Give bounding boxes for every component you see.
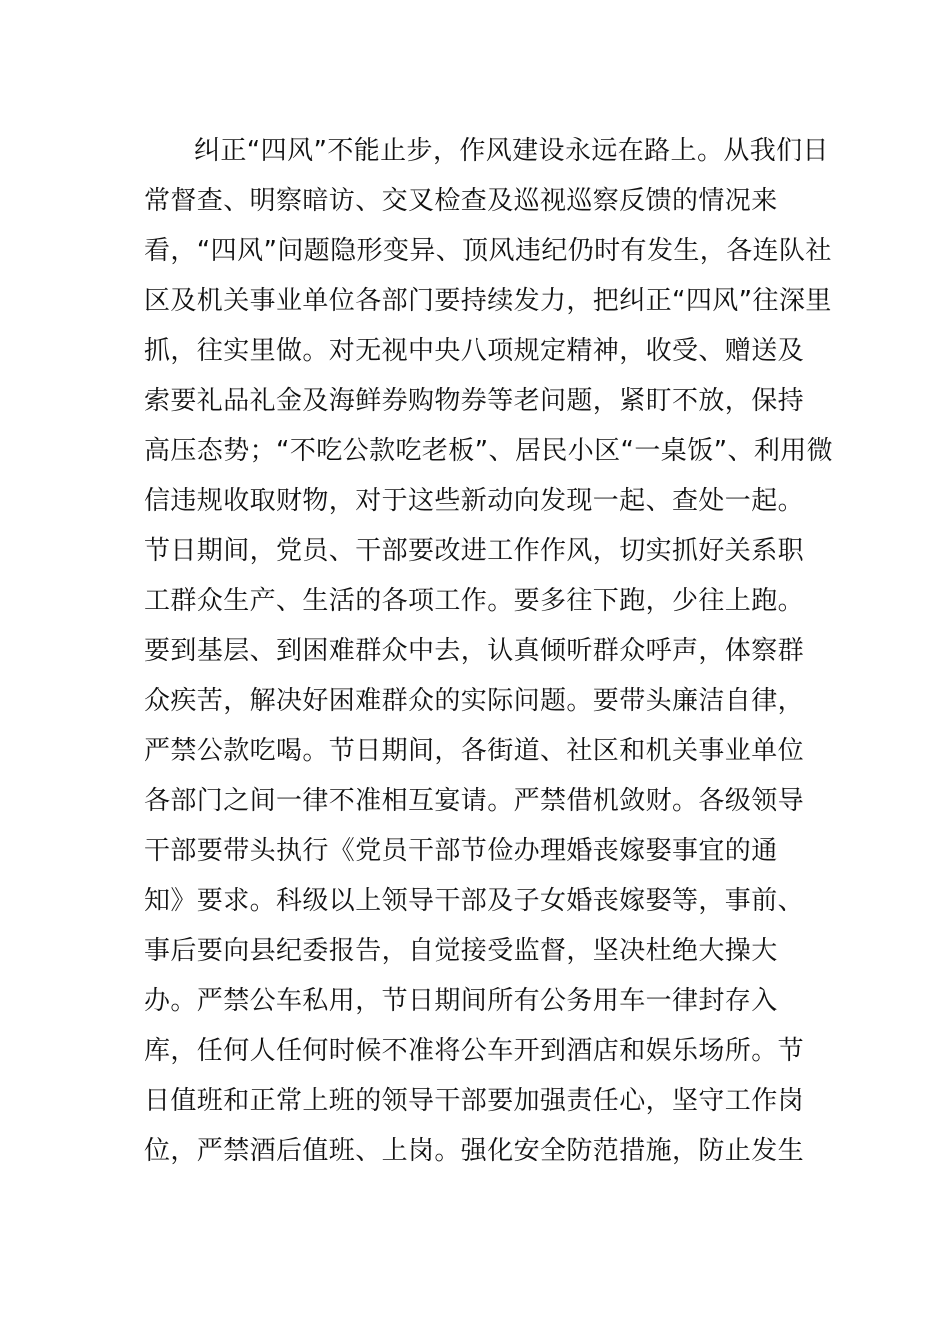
paragraph-line-16: 知》要求。科级以上领导干部及子女婚丧嫁娶等，事前、	[144, 886, 805, 916]
paragraph-line-7: 高压态势；“不吃公款吃老板”、居民小区“一桌饭”、利用微	[144, 436, 834, 466]
paragraph-line-19: 库，任何人任何时候不准将公车开到酒店和娱乐场所。节	[144, 1036, 805, 1066]
paragraph-line-8: 信违规收取财物，对于这些新动向发现一起、查处一起。	[144, 486, 805, 516]
paragraph-line-15: 干部要带头执行《党员干部节俭办理婚丧嫁娶事宜的通	[144, 836, 778, 866]
paragraph-line-14: 各部门之间一律不准相互宴请。严禁借机敛财。各级领导	[144, 786, 805, 816]
paragraph-line-2: 常督查、明察暗访、交叉检查及巡视巡察反馈的情况来	[144, 186, 778, 216]
paragraph-line-6: 索要礼品礼金及海鲜券购物券等老问题，紧盯不放，保持	[144, 386, 805, 416]
paragraph-line-3: 看，“四风”问题隐形变异、顶风违纪仍时有发生，各连队社	[144, 236, 832, 266]
paragraph-line-18: 办。严禁公车私用，节日期间所有公务用车一律封存入	[144, 986, 778, 1016]
paragraph-line-13: 严禁公款吃喝。节日期间，各街道、社区和机关事业单位	[144, 736, 805, 766]
paragraph-line-10: 工群众生产、生活的各项工作。要多往下跑，少往上跑。	[144, 586, 805, 616]
paragraph-line-4: 区及机关事业单位各部门要持续发力，把纠正“四风”往深里	[144, 286, 832, 316]
paragraph-line-9: 节日期间，党员、干部要改进工作作风，切实抓好关系职	[144, 536, 805, 566]
body-paragraph	[144, 126, 834, 1176]
paragraph-line-5: 抓，往实里做。对无视中央八项规定精神，收受、赠送及	[144, 336, 805, 366]
paragraph-line-20: 日值班和正常上班的领导干部要加强责任心，坚守工作岗	[144, 1086, 805, 1116]
paragraph-line-12: 众疾苦，解决好困难群众的实际问题。要带头廉洁自律，	[144, 686, 805, 716]
paragraph-line-11: 要到基层、到困难群众中去，认真倾听群众呼声，体察群	[144, 636, 805, 666]
paragraph-line-1: 纠正“四风”不能止步，作风建设永远在路上。从我们日	[194, 136, 829, 166]
paragraph-line-17: 事后要向县纪委报告，自觉接受监督，坚决杜绝大操大	[144, 936, 778, 966]
paragraph-line-21: 位，严禁酒后值班、上岗。强化安全防范措施，防止发生	[144, 1136, 805, 1166]
